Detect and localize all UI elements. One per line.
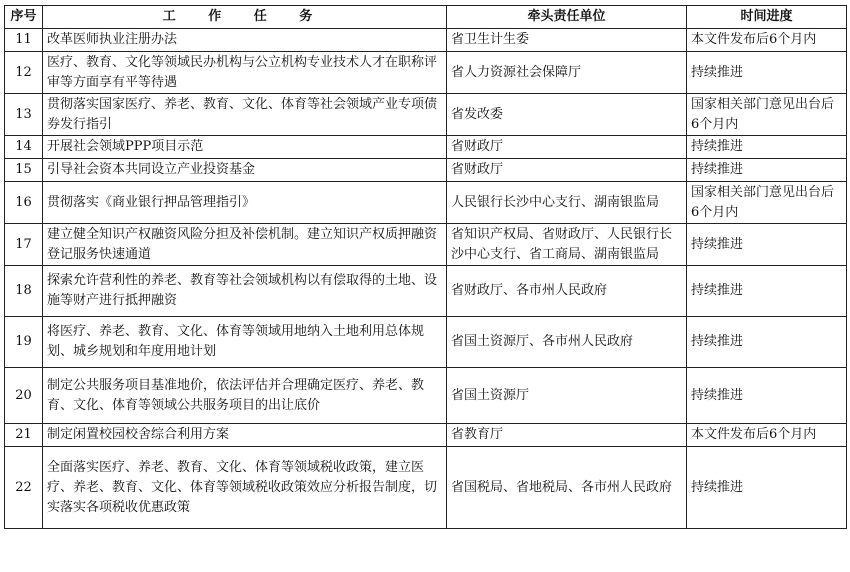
row-unit: 省国土资源厅、各市州人民政府 — [447, 317, 687, 368]
row-time: 持续推进 — [687, 52, 847, 94]
row-task: 探索允许营利性的养老、教育等社会领域机构以有偿取得的土地、设施等财产进行抵押融资 — [43, 266, 447, 317]
row-number: 22 — [5, 447, 43, 529]
table-row — [5, 317, 847, 368]
task-table — [4, 5, 847, 529]
header-seq: 序号 — [5, 6, 43, 29]
row-task: 制定闲置校园校舍综合利用方案 — [43, 424, 447, 447]
row-task: 全面落实医疗、养老、教育、文化、体育等领域税收政策，建立医疗、养老、教育、文化、体育等领域税收政策效应分析报告制度，切实落实各项税收优惠政策 — [43, 447, 447, 529]
header-time: 时间进度 — [687, 6, 847, 29]
row-time: 持续推进 — [687, 368, 847, 424]
table-row — [5, 29, 847, 52]
row-time: 持续推进 — [687, 136, 847, 159]
row-unit: 人民银行长沙中心支行、湖南银监局 — [447, 182, 687, 224]
row-number: 11 — [5, 29, 43, 52]
row-unit: 省国税局、省地税局、各市州人民政府 — [447, 447, 687, 529]
row-number: 19 — [5, 317, 43, 368]
table-row — [5, 447, 847, 529]
row-unit: 省知识产权局、省财政厅、人民银行长沙中心支行、省工商局、湖南银监局 — [447, 224, 687, 266]
table-row — [5, 224, 847, 266]
row-time: 本文件发布后6个月内 — [687, 29, 847, 52]
row-unit: 省发改委 — [447, 94, 687, 136]
row-number: 17 — [5, 224, 43, 266]
row-task: 贯彻落实《商业银行押品管理指引》 — [43, 182, 447, 224]
row-number: 16 — [5, 182, 43, 224]
row-time: 持续推进 — [687, 266, 847, 317]
row-time: 持续推进 — [687, 317, 847, 368]
table-row — [5, 424, 847, 447]
row-number: 18 — [5, 266, 43, 317]
row-time: 国家相关部门意见出台后6个月内 — [687, 182, 847, 224]
row-time: 本文件发布后6个月内 — [687, 424, 847, 447]
row-task: 贯彻落实国家医疗、养老、教育、文化、体育等社会领域产业专项债券发行指引 — [43, 94, 447, 136]
row-number: 21 — [5, 424, 43, 447]
row-task: 医疗、教育、文化等领域民办机构与公立机构专业技术人才在职称评审等方面享有平等待遇 — [43, 52, 447, 94]
row-time: 持续推进 — [687, 159, 847, 182]
row-unit: 省财政厅 — [447, 159, 687, 182]
row-task: 建立健全知识产权融资风险分担及补偿机制。建立知识产权质押融资登记服务快速通道 — [43, 224, 447, 266]
row-unit: 省人力资源社会保障厅 — [447, 52, 687, 94]
row-number: 15 — [5, 159, 43, 182]
row-number: 20 — [5, 368, 43, 424]
row-number: 14 — [5, 136, 43, 159]
row-unit: 省财政厅、各市州人民政府 — [447, 266, 687, 317]
table-row — [5, 159, 847, 182]
header-unit: 牵头责任单位 — [447, 6, 687, 29]
table-row — [5, 94, 847, 136]
row-number: 12 — [5, 52, 43, 94]
row-time: 持续推进 — [687, 224, 847, 266]
table-row — [5, 266, 847, 317]
table-header-row — [5, 6, 847, 29]
row-unit: 省卫生计生委 — [447, 29, 687, 52]
row-task: 改革医师执业注册办法 — [43, 29, 447, 52]
row-time: 持续推进 — [687, 447, 847, 529]
row-time: 国家相关部门意见出台后6个月内 — [687, 94, 847, 136]
row-number: 13 — [5, 94, 43, 136]
row-unit: 省财政厅 — [447, 136, 687, 159]
header-task: 工 作 任 务 — [43, 6, 447, 29]
table-row — [5, 136, 847, 159]
row-unit: 省教育厅 — [447, 424, 687, 447]
row-task: 引导社会资本共同设立产业投资基金 — [43, 159, 447, 182]
row-unit: 省国土资源厅 — [447, 368, 687, 424]
table-row — [5, 368, 847, 424]
row-task: 制定公共服务项目基准地价，依法评估并合理确定医疗、养老、教育、文化、体育等领域公共服务项目的出让底价 — [43, 368, 447, 424]
row-task: 开展社会领域PPP项目示范 — [43, 136, 447, 159]
row-task: 将医疗、养老、教育、文化、体育等领域用地纳入土地利用总体规划、城乡规划和年度用地计划 — [43, 317, 447, 368]
table-row — [5, 52, 847, 94]
table-row — [5, 182, 847, 224]
